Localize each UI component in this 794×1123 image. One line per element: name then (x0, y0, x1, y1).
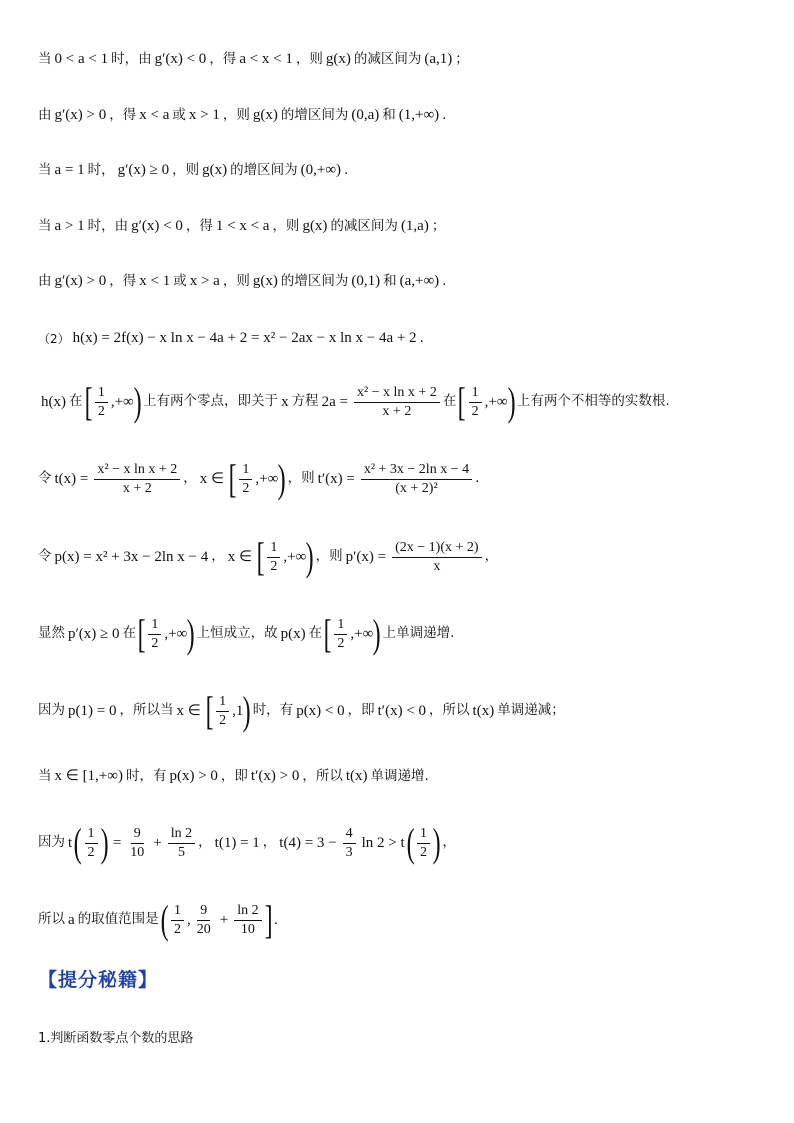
text: ，则 (272, 217, 300, 234)
denominator: 5 (177, 844, 185, 860)
math: = (112, 834, 122, 851)
math: , (187, 911, 191, 928)
bracket: [ (137, 611, 146, 656)
text: 的增区间为 (280, 272, 349, 289)
math: a < x < 1 (239, 51, 293, 67)
math: h(x) (41, 393, 66, 410)
text: . (419, 329, 424, 346)
numerator: 1 (469, 386, 482, 403)
math: t′(x) > 0 (250, 768, 300, 784)
math: ,+∞ (350, 625, 374, 642)
text: 时，有 (125, 767, 167, 784)
math: g′(x) < 0 (131, 218, 183, 234)
math: t′(x) < 0 (377, 702, 427, 719)
denominator: 2 (337, 635, 345, 651)
denominator: 20 (196, 921, 211, 937)
text: ， (183, 470, 197, 487)
solution-line-2 (38, 108, 446, 123)
text: ； (431, 217, 446, 234)
solution-line-3 (38, 163, 348, 178)
text: ，则 (222, 272, 250, 289)
fraction (194, 904, 214, 937)
fraction (267, 541, 280, 574)
math: t(x) (345, 768, 368, 784)
math: . (273, 911, 278, 928)
math: p(x) (280, 625, 306, 642)
numerator: ln 2 (234, 904, 261, 921)
paren-group (406, 820, 441, 865)
numerator: x² − x ln x + 2 (354, 386, 440, 403)
math: g(x) (252, 107, 278, 123)
text: ，则 (287, 470, 315, 487)
solution-line-12 (38, 769, 429, 784)
math: t(x) (472, 702, 495, 719)
fraction (392, 541, 481, 574)
denominator: 2 (471, 403, 479, 419)
math: ,+∞ (484, 393, 508, 410)
text: ，所以 (429, 702, 470, 719)
denominator: 2 (97, 403, 105, 419)
math: t(4) = 3 − (279, 834, 337, 851)
section-heading: 【提分秘籍】 (38, 969, 159, 991)
solution-line-13 (38, 820, 456, 865)
fraction (94, 463, 180, 496)
numerator: 4 (343, 827, 356, 844)
denominator: 2 (87, 844, 95, 860)
text: . (475, 470, 480, 487)
text: 因为 (38, 834, 65, 851)
bracket: ) (243, 688, 252, 733)
paren-group (73, 820, 109, 865)
math: h(x) = 2f(x) − x ln x − 4a + 2 = x² − 2ax − x ln x − 4a + 2 (72, 330, 417, 346)
interval (137, 611, 195, 656)
denominator: 2 (242, 480, 250, 496)
fraction (354, 386, 440, 419)
math: t (68, 834, 73, 851)
math: x > 1 (188, 107, 220, 123)
solution-line-4 (38, 219, 445, 234)
text: ，得 (185, 217, 213, 234)
text: ，则 (222, 106, 250, 123)
numerator: ln 2 (168, 827, 195, 844)
text: 令 (38, 548, 52, 565)
math: p(1) = 0 (68, 702, 117, 719)
bracket: [ (457, 379, 466, 424)
math: g′(x) < 0 (154, 51, 207, 67)
text: 时，有 (252, 702, 294, 719)
numerator: 9 (197, 904, 210, 921)
fraction (171, 904, 184, 937)
bracket: ) (305, 534, 314, 579)
math: x < a (139, 107, 170, 123)
denominator: 10 (240, 921, 255, 937)
math: (1,a) (400, 218, 429, 234)
math: (0,+∞) (300, 162, 342, 178)
text: ， (211, 548, 225, 565)
text: 所以 (38, 911, 65, 928)
text: 或 (173, 272, 187, 289)
fraction (168, 827, 195, 860)
math: + (153, 834, 162, 851)
denominator: (x + 2)² (395, 480, 438, 496)
math: g(x) (325, 51, 351, 67)
text: ，得 (109, 106, 137, 123)
text: ， (198, 834, 212, 851)
bracket: [ (84, 379, 93, 424)
numerator: 1 (148, 618, 161, 635)
math: (1,+∞) (398, 107, 440, 123)
bracket: ) (277, 456, 286, 501)
bracket: [ (323, 611, 332, 656)
denominator: 2 (151, 635, 159, 651)
text: 因为 (38, 702, 65, 719)
math: g(x) (252, 273, 278, 289)
text: ，即 (220, 767, 248, 784)
text: 时，由 (111, 50, 152, 67)
text: 上恒成立，故 (196, 625, 278, 642)
math: g(x) (202, 162, 228, 178)
text: ， (262, 834, 277, 851)
interval (228, 456, 286, 501)
denominator: 2 (419, 844, 427, 860)
text: 当 (38, 50, 52, 67)
text: ，得 (109, 272, 137, 289)
text: ，得 (209, 50, 237, 67)
math: ,+∞ (110, 393, 134, 410)
text: 上有两个零点，即关于 (143, 393, 279, 410)
text: 单调递减； (497, 702, 565, 719)
text: 的减区间为 (353, 50, 422, 67)
math: (a,1) (424, 51, 453, 67)
solution-line-10 (38, 611, 455, 656)
list-item: 1.判断函数零点个数的思路 (38, 1031, 194, 1046)
interval (457, 379, 516, 424)
solution-line-9 (38, 534, 499, 579)
fraction (85, 827, 98, 860)
text: . (442, 106, 447, 123)
math: (0,a) (351, 107, 380, 123)
text: 的取值范围是 (77, 911, 159, 928)
text: . (442, 272, 447, 289)
math: ,+∞ (283, 548, 307, 565)
numerator: 9 (131, 827, 144, 844)
fraction (216, 695, 229, 728)
bracket: [ (228, 456, 237, 501)
math: t′(x) = (317, 470, 355, 487)
math: g′(x) > 0 (54, 273, 107, 289)
text: 或 (172, 106, 186, 123)
math: g′(x) > 0 (54, 107, 107, 123)
text: 时， (87, 161, 115, 178)
text: 在 (69, 393, 83, 410)
bracket: ) (186, 611, 195, 656)
math: g′(x) ≥ 0 (117, 162, 170, 178)
math: ln 2 > t (361, 834, 405, 851)
numerator: 1 (95, 386, 108, 403)
solution-line-6 (38, 331, 424, 346)
solution-line-8 (38, 456, 480, 501)
solution-line-11 (38, 688, 565, 733)
numerator: 1 (216, 695, 229, 712)
numerator: x² + 3x − 2ln x − 4 (361, 463, 472, 480)
math: x > a (189, 273, 220, 289)
denominator: 2 (219, 712, 227, 728)
text: 由 (38, 106, 52, 123)
text: 上有两个不相等的实数根. (516, 393, 670, 410)
math: a = 1 (54, 162, 85, 178)
denominator: 10 (130, 844, 145, 860)
bracket: ( (160, 897, 169, 942)
numerator: 1 (85, 827, 98, 844)
text: 的增区间为 (280, 106, 349, 123)
math: x ∈ (199, 470, 225, 487)
denominator: 2 (174, 921, 181, 937)
numerator: 1 (171, 904, 184, 921)
numerator: (2x − 1)(x + 2) (392, 541, 481, 558)
text: ，则 (315, 548, 343, 565)
numerator: 1 (267, 541, 280, 558)
denominator: 3 (345, 844, 353, 860)
numerator: 1 (334, 618, 347, 635)
text: 的增区间为 (230, 161, 298, 178)
text: ； (455, 50, 469, 67)
math: 0 < a < 1 (54, 51, 109, 67)
text: 当 (38, 767, 52, 784)
math: x ∈ [1,+∞) (54, 768, 123, 784)
math: + (219, 911, 229, 928)
text: 的减区间为 (330, 217, 398, 234)
numerator: 1 (417, 827, 430, 844)
denominator: 2 (270, 558, 278, 574)
math: g(x) (302, 218, 328, 234)
fraction (148, 618, 161, 651)
interval (256, 534, 314, 579)
fraction (469, 386, 482, 419)
math: a (68, 911, 75, 928)
text: 在 (442, 393, 457, 410)
interval (205, 688, 252, 733)
math: p(x) > 0 (169, 768, 218, 784)
bracket: ] (264, 897, 273, 942)
text: 当 (38, 161, 52, 178)
math: ,+∞ (164, 625, 188, 642)
fraction (343, 827, 356, 860)
text: （2） (38, 331, 70, 346)
numerator: 1 (239, 463, 252, 480)
paren: ( (73, 820, 82, 865)
interval (160, 897, 273, 942)
fraction (334, 618, 347, 651)
math: x (281, 393, 289, 410)
math: ,1 (232, 702, 244, 719)
text: 时，由 (87, 217, 129, 234)
fraction (239, 463, 252, 496)
fraction (95, 386, 108, 419)
fraction (127, 827, 147, 860)
math: 2a = (321, 393, 348, 410)
paren: ) (100, 820, 109, 865)
text: 和 (382, 106, 396, 123)
text: 在 (122, 625, 137, 642)
text: 方程 (291, 393, 319, 410)
text: . (344, 161, 349, 178)
text: ，所以当 (119, 702, 174, 719)
math: t(1) = 1 (214, 834, 260, 851)
text: ，所以 (302, 767, 343, 784)
math: p′(x) ≥ 0 (68, 625, 120, 642)
math: x ∈ (227, 548, 253, 565)
text: 单调递增. (370, 767, 429, 784)
text: 当 (38, 217, 52, 234)
text: ， (484, 548, 499, 565)
solution-line-14 (38, 897, 278, 942)
denominator: x + 2 (122, 480, 152, 496)
numerator: x² − x ln x + 2 (94, 463, 180, 480)
denominator: x (433, 558, 441, 574)
bracket: ) (133, 379, 142, 424)
text: ， (442, 834, 456, 851)
text: ，则 (172, 161, 200, 178)
paren: ) (432, 820, 441, 865)
math: p′(x) = (345, 548, 387, 565)
text: 在 (308, 625, 323, 642)
math: ,+∞ (255, 470, 279, 487)
math: (a,+∞) (399, 273, 440, 289)
bracket: ) (372, 611, 381, 656)
fraction (417, 827, 430, 860)
interval (323, 611, 381, 656)
text: 和 (383, 272, 397, 289)
paren: ( (406, 820, 415, 865)
solution-line-1 (38, 52, 469, 67)
text: 显然 (38, 625, 65, 642)
math: a > 1 (54, 218, 85, 234)
text: ，则 (295, 50, 323, 67)
fraction (234, 904, 261, 937)
math: (0,1) (351, 273, 381, 289)
math: x < 1 (139, 273, 171, 289)
math: 1 < x < a (215, 218, 270, 234)
text: 由 (38, 272, 52, 289)
bracket: [ (205, 688, 214, 733)
math: t(x) = (54, 470, 89, 487)
solution-line-7 (38, 379, 670, 424)
bracket: [ (256, 534, 265, 579)
fraction (361, 463, 472, 496)
solution-line-5 (38, 274, 446, 289)
text: 上单调递增. (382, 625, 455, 642)
bracket: ) (507, 379, 516, 424)
text: 令 (38, 470, 52, 487)
math: p(x) = x² + 3x − 2ln x − 4 (54, 548, 209, 565)
interval (84, 379, 142, 424)
math: x ∈ (176, 702, 201, 719)
text: ，即 (347, 702, 375, 719)
denominator: x + 2 (382, 403, 412, 419)
math: p(x) < 0 (296, 702, 345, 719)
